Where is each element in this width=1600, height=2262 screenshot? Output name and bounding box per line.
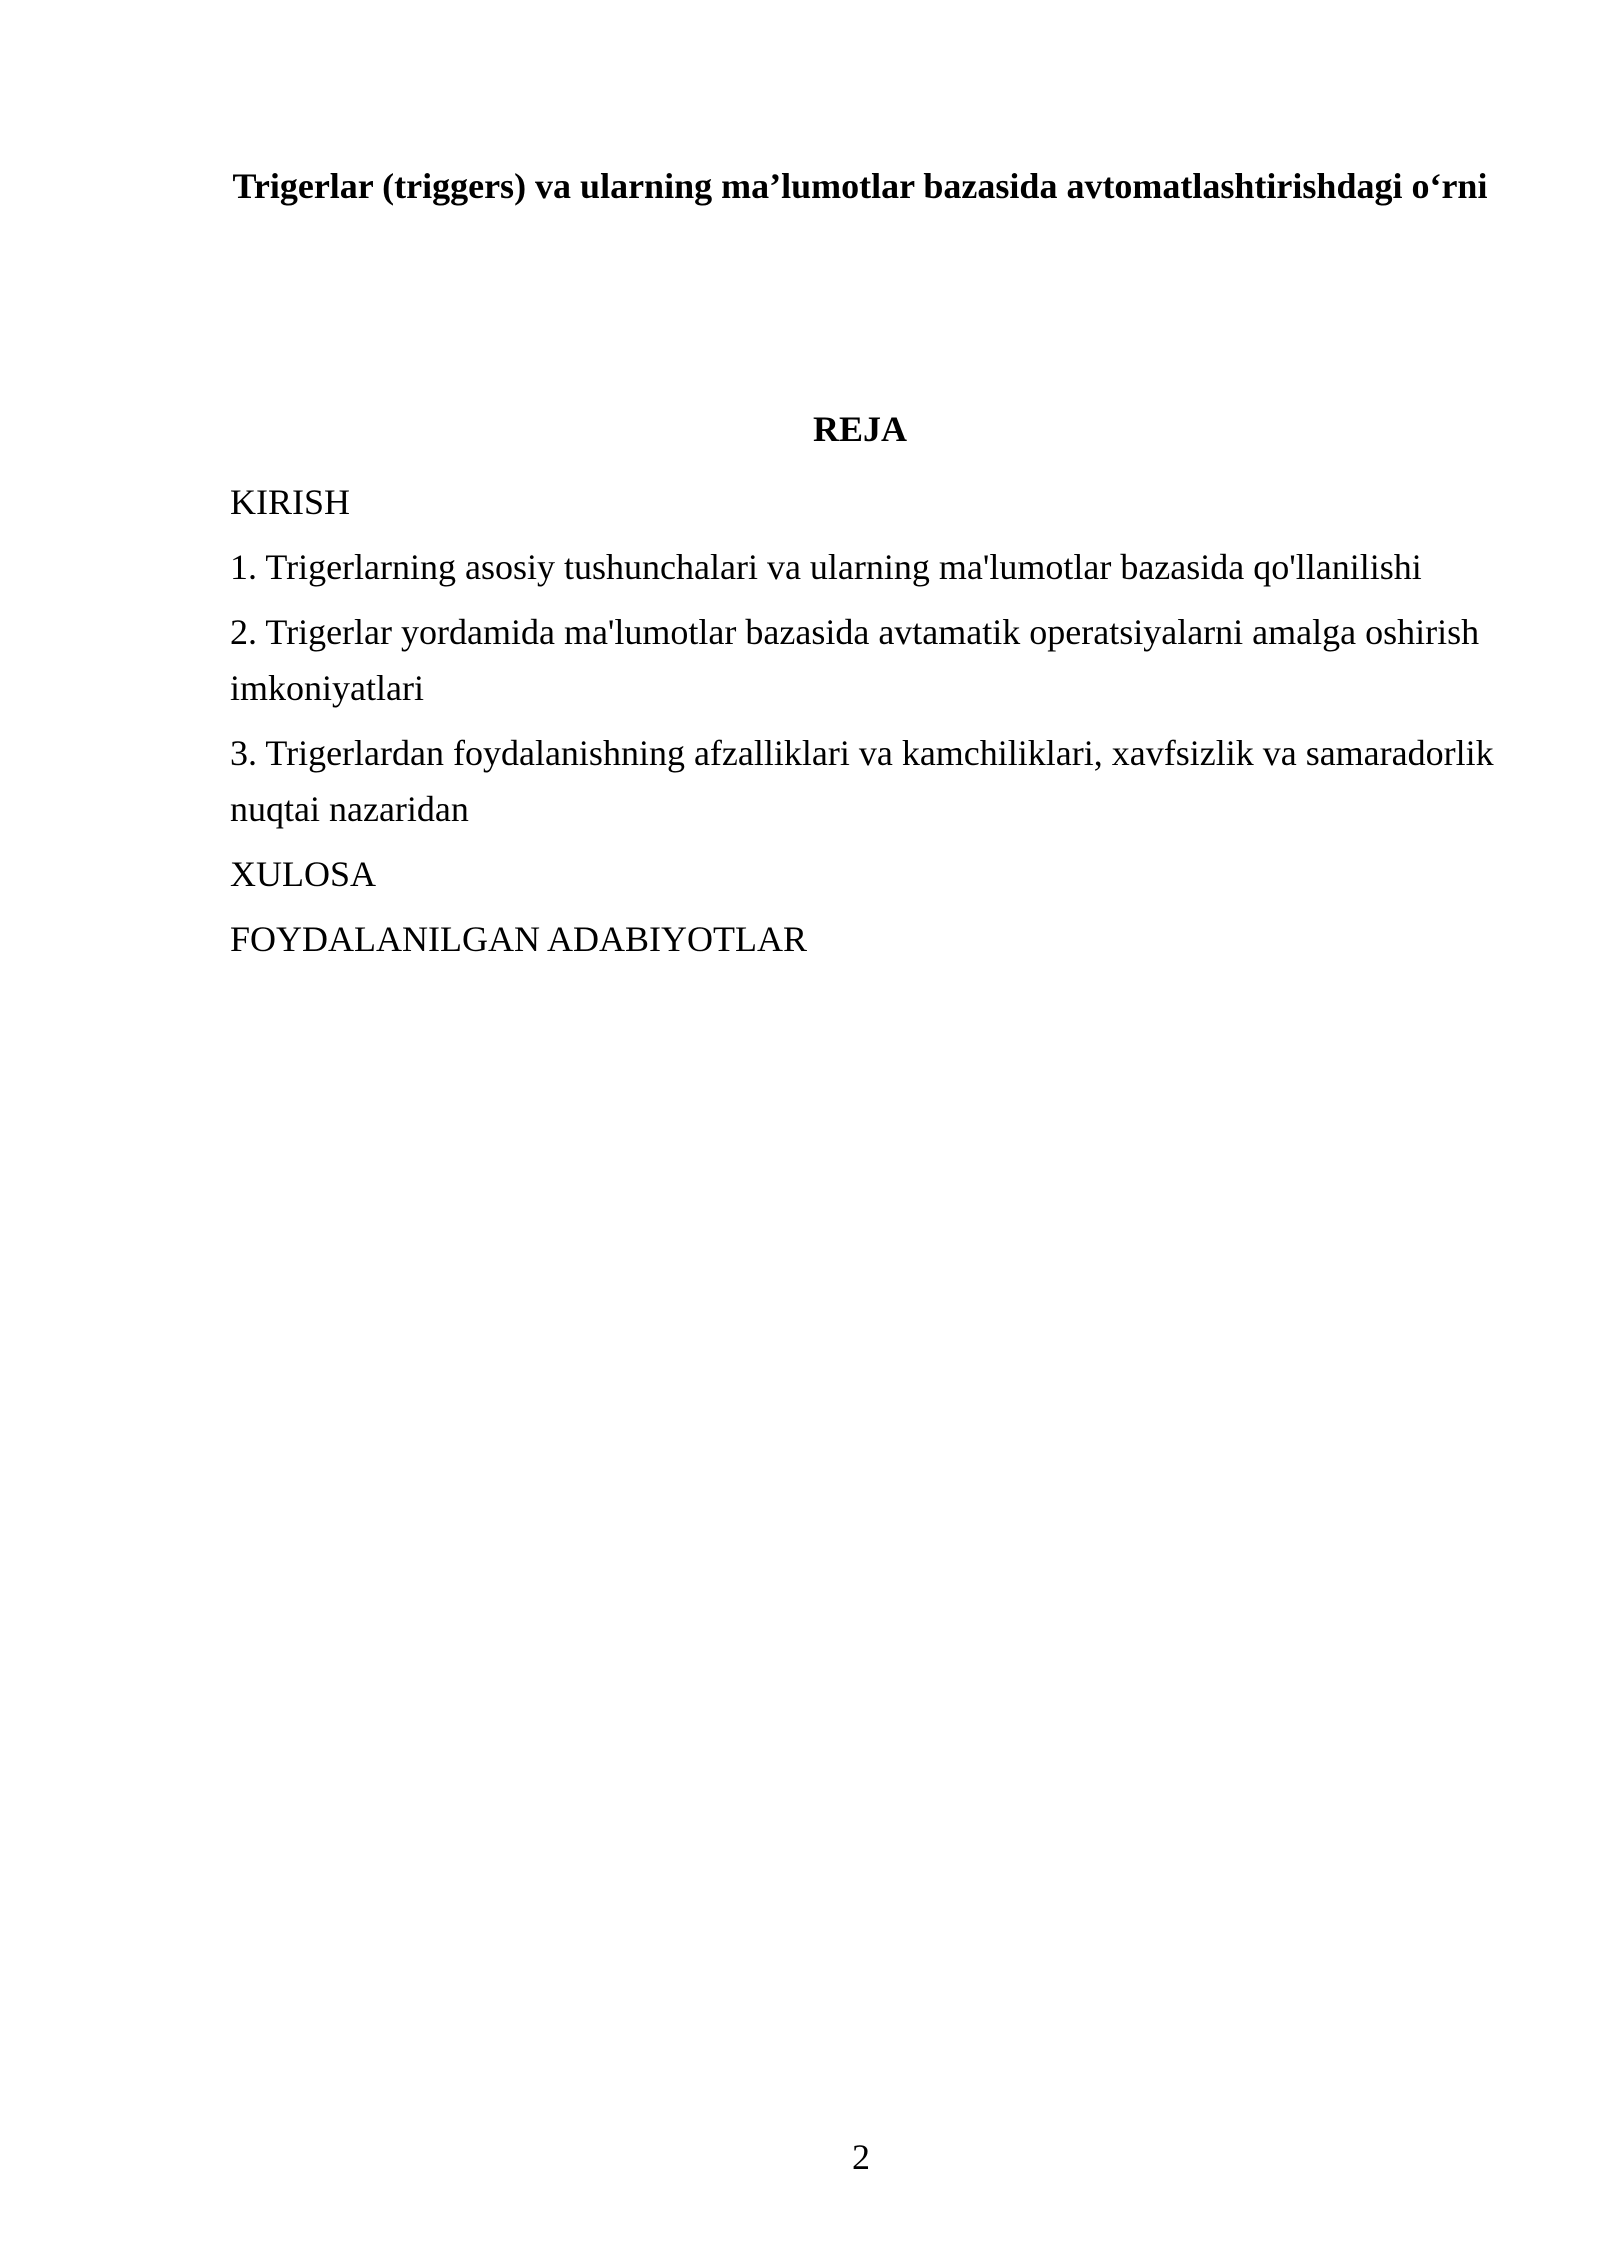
plan-item-2: 2. Trigerlar yordamida ma'lumotlar bazasida avtamatik operatsiyalarni amalga oshirish imkoniyatlari: [230, 612, 1480, 708]
plan-item-1: 1. Trigerlarning asosiy tushunchalari va ularning ma'lumotlar bazasida qo'llanilishi: [230, 547, 1422, 587]
plan-list: [230, 474, 1500, 976]
plan-heading: REJA: [812, 409, 907, 449]
plan-item-3: 3. Trigerlardan foydalanishning afzalliklari va kamchiliklari, xavfsizlik va samaradorlik nuqtai nazaridan: [230, 733, 1494, 829]
document-title: Trigerlar (triggers) va ularning ma’lumotlar bazasida avtomatlashtirishdagi o‘rni: [232, 166, 1488, 206]
page-number: 2: [852, 2137, 870, 2177]
plan-item-introduction: KIRISH: [230, 482, 351, 522]
plan-item-conclusion: XULOSA: [230, 854, 377, 894]
plan-item-references: FOYDALANILGAN ADABIYOTLAR: [230, 919, 807, 959]
